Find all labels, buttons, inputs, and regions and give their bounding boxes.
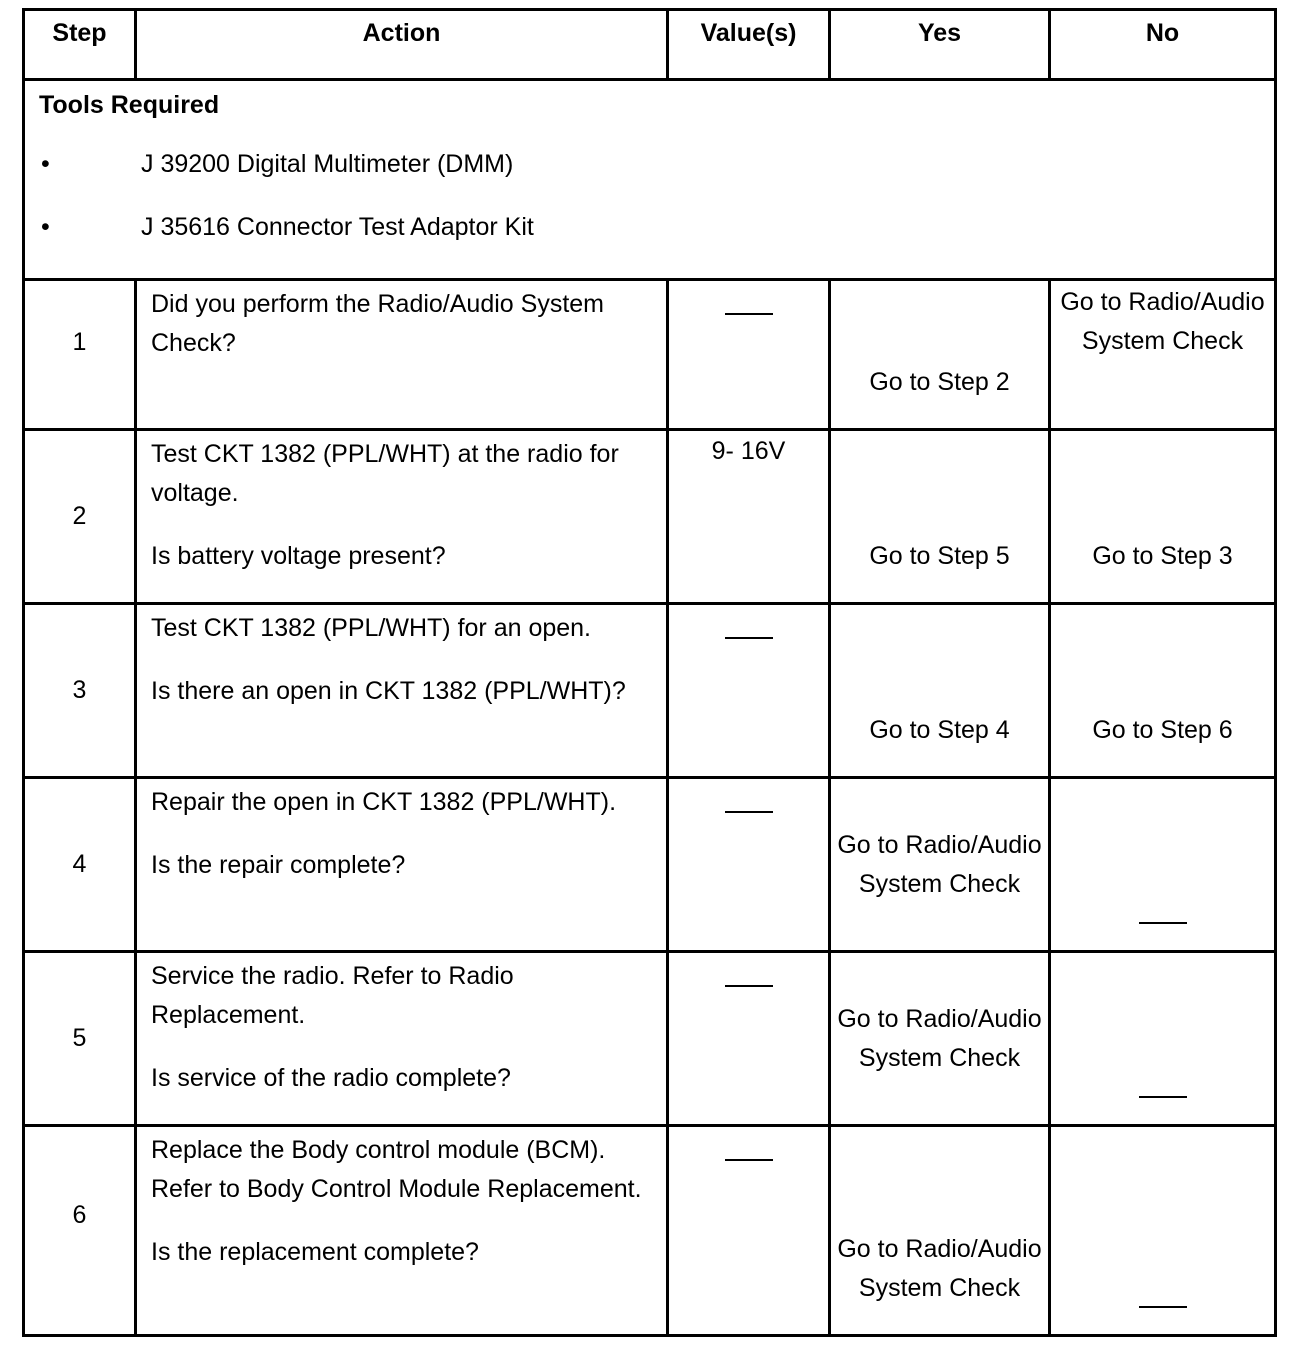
action-text: Is battery voltage present? — [151, 542, 446, 570]
tools-row — [24, 80, 1276, 280]
tools-cell — [24, 80, 1276, 280]
bullet-icon: • — [41, 150, 50, 178]
step-action — [136, 952, 668, 1126]
empty-value-dash — [725, 1159, 773, 1161]
tool-item-label: J 39200 Digital Multimeter (DMM) — [141, 150, 514, 178]
step-no — [1050, 778, 1276, 952]
step-no: Go to Step 3 — [1050, 430, 1276, 604]
step-row — [24, 952, 1276, 1126]
step-row — [24, 604, 1276, 778]
empty-value-dash — [725, 811, 773, 813]
step-number: 4 — [24, 778, 136, 952]
action-text: Replace the Body control module (BCM). Refer to Body Control Module Replacement. — [151, 1136, 642, 1203]
step-row — [24, 430, 1276, 604]
step-number: 5 — [24, 952, 136, 1126]
step-number: 2 — [24, 430, 136, 604]
empty-no-dash — [1139, 1306, 1187, 1308]
step-action — [136, 1126, 668, 1336]
step-yes: Go to Step 5 — [830, 430, 1050, 604]
action-text: Test CKT 1382 (PPL/WHT) at the radio for voltage. — [151, 440, 619, 507]
action-text: Is the repair complete? — [151, 851, 406, 879]
step-yes: Go to Radio/Audio System Check — [830, 1126, 1050, 1336]
action-text: Is the replacement complete? — [151, 1238, 479, 1266]
step-no — [1050, 952, 1276, 1126]
tool-item-label: J 35616 Connector Test Adaptor Kit — [141, 213, 534, 241]
step-value — [668, 280, 830, 430]
step-yes: Go to Radio/Audio System Check — [830, 952, 1050, 1126]
empty-value-dash — [725, 985, 773, 987]
step-row — [24, 1126, 1276, 1336]
step-yes: Go to Radio/Audio System Check — [830, 778, 1050, 952]
step-row — [24, 280, 1276, 430]
step-number: 3 — [24, 604, 136, 778]
empty-no-dash — [1139, 922, 1187, 924]
step-no: Go to Radio/Audio System Check — [1050, 280, 1276, 430]
step-yes: Go to Step 4 — [830, 604, 1050, 778]
step-action — [136, 778, 668, 952]
step-value — [668, 1126, 830, 1336]
header-values: Value(s) — [668, 10, 830, 80]
tool-item — [39, 150, 1260, 179]
empty-value-dash — [725, 637, 773, 639]
step-action — [136, 430, 668, 604]
empty-value-dash — [725, 313, 773, 315]
step-value: 9- 16V — [668, 430, 830, 604]
header-no: No — [1050, 10, 1276, 80]
step-row — [24, 778, 1276, 952]
action-text: Test CKT 1382 (PPL/WHT) for an open. — [151, 614, 592, 642]
header-action: Action — [136, 10, 668, 80]
step-yes: Go to Step 2 — [830, 280, 1050, 430]
action-text: Service the radio. Refer to Radio Replacement. — [151, 962, 514, 1029]
header-step: Step — [24, 10, 136, 80]
step-number: 6 — [24, 1126, 136, 1336]
action-text: Is there an open in CKT 1382 (PPL/WHT)? — [151, 677, 626, 705]
step-action — [136, 280, 668, 430]
bullet-icon: • — [41, 213, 50, 241]
diagnostic-table — [22, 8, 1277, 1337]
action-text: Is service of the radio complete? — [151, 1064, 511, 1092]
header-row — [24, 10, 1276, 80]
step-value — [668, 952, 830, 1126]
step-no: Go to Step 6 — [1050, 604, 1276, 778]
header-yes: Yes — [830, 10, 1050, 80]
action-text: Did you perform the Radio/Audio System Check? — [151, 290, 604, 357]
action-text: Repair the open in CKT 1382 (PPL/WHT). — [151, 788, 617, 816]
step-value — [668, 604, 830, 778]
tool-item — [39, 213, 1260, 242]
step-number: 1 — [24, 280, 136, 430]
tools-title: Tools Required — [39, 91, 220, 119]
empty-no-dash — [1139, 1096, 1187, 1098]
step-no — [1050, 1126, 1276, 1336]
step-value — [668, 778, 830, 952]
step-action — [136, 604, 668, 778]
